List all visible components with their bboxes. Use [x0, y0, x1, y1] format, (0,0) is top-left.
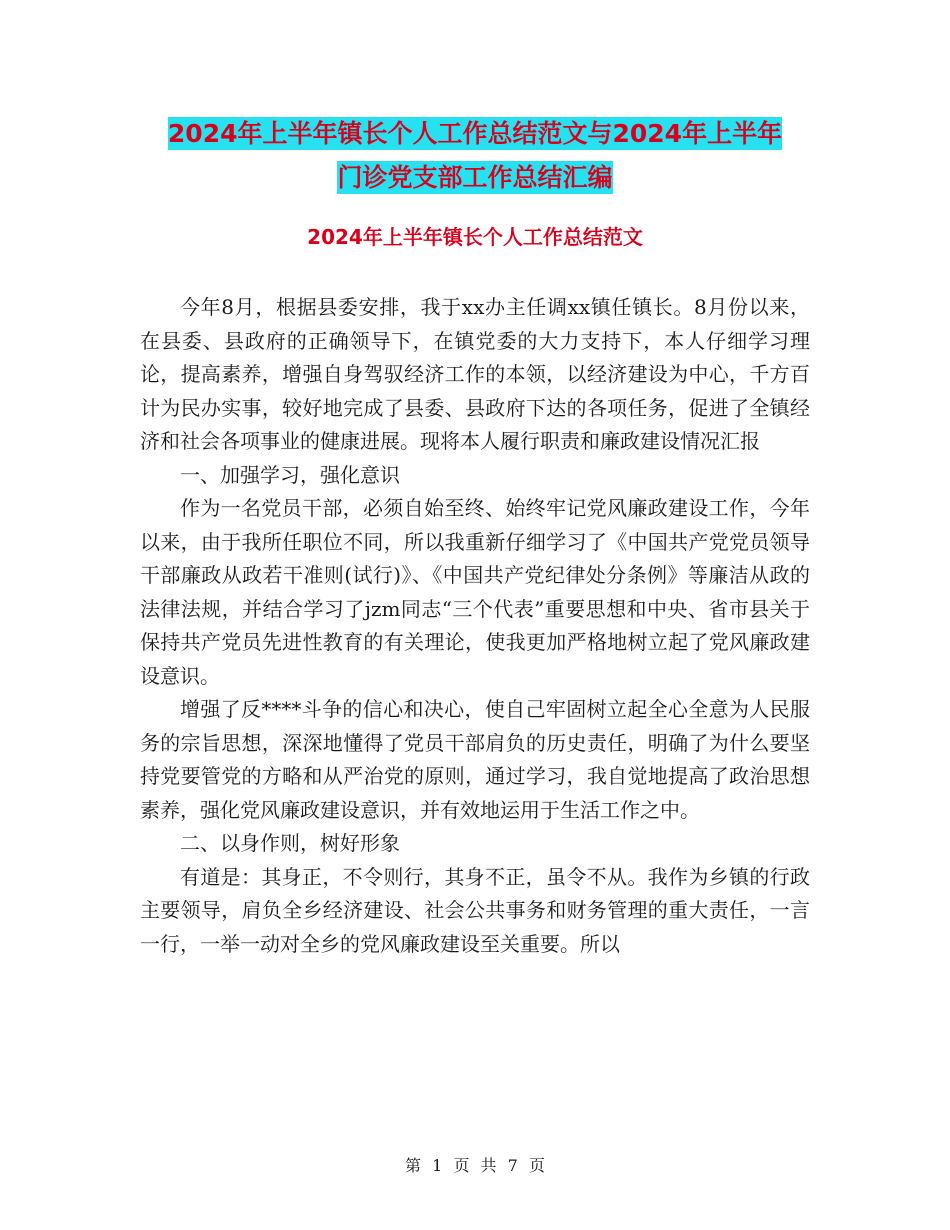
document-title: [140, 112, 810, 200]
paragraph-heading: 二、以身作则，树好形象: [180, 831, 400, 855]
document-title-line2: 门诊党支部工作总结汇编: [337, 163, 613, 192]
document-title-line1: 2024年上半年镇长个人工作总结范文与2024年上半年: [167, 119, 783, 148]
paragraph: 作为一名党员干部，必须自始至终、始终牢记党风廉政建设工作，今年以来，由于我所任职位不同，所以我重新仔细学习了《中国共产党党员领导干部廉政从政若干准则(试行)》、《中国共产党纪律处分条例》等廉洁从政的法律法规，并结合学习了jzm同志“三个代表”重要思想和中央、省市县关于保持共产党员先进性教育的有关理论，使我更加严格地树立起了党风廉政建设意识。: [140, 496, 810, 688]
page-footer: [0, 1153, 950, 1176]
section-title: 2024年上半年镇长个人工作总结范文: [307, 225, 643, 249]
footer-total-pages: 7: [507, 1156, 518, 1175]
footer-total-prefix: 共: [480, 1156, 497, 1175]
footer-page-number: 1: [432, 1156, 443, 1175]
paragraph: 增强了反****斗争的信心和决心，使自己牢固树立起全心全意为人民服务的宗旨思想，深深地懂得了党员干部肩负的历史责任，明确了为什么要坚持党要管党的方略和从严治党的原则，通过学习，我自觉地提高了政治思想素养，强化党风廉政建设意识，并有效地运用于生活工作之中。: [140, 697, 810, 822]
paragraph: 有道是：其身正，不令则行，其身不正，虽令不从。我作为乡镇的行政主要领导，肩负全乡经济建设、社会公共事务和财务管理的重大责任，一言一行，一举一动对全乡的党风廉政建设至关重要。所以: [140, 864, 810, 956]
footer-page-prefix: 第: [405, 1156, 422, 1175]
footer-page-mid: 页: [453, 1156, 470, 1175]
body-text: [140, 291, 810, 961]
paragraph: 今年8月，根据县委安排，我于xx办主任调xx镇任镇长。8月份以来，在县委、县政府的正确领导下，在镇党委的大力支持下，本人仔细学习理论，提高素养，增强自身驾驭经济工作的本领，以经济建设为中心，千方百计为民办实事，较好地完成了县委、县政府下达的各项任务，促进了全镇经济和社会各项事业的健康进展。现将本人履行职责和廉政建设情况汇报: [140, 295, 810, 453]
footer-total-suffix: 页: [528, 1156, 545, 1175]
paragraph-heading: 一、加强学习，强化意识: [180, 462, 400, 487]
